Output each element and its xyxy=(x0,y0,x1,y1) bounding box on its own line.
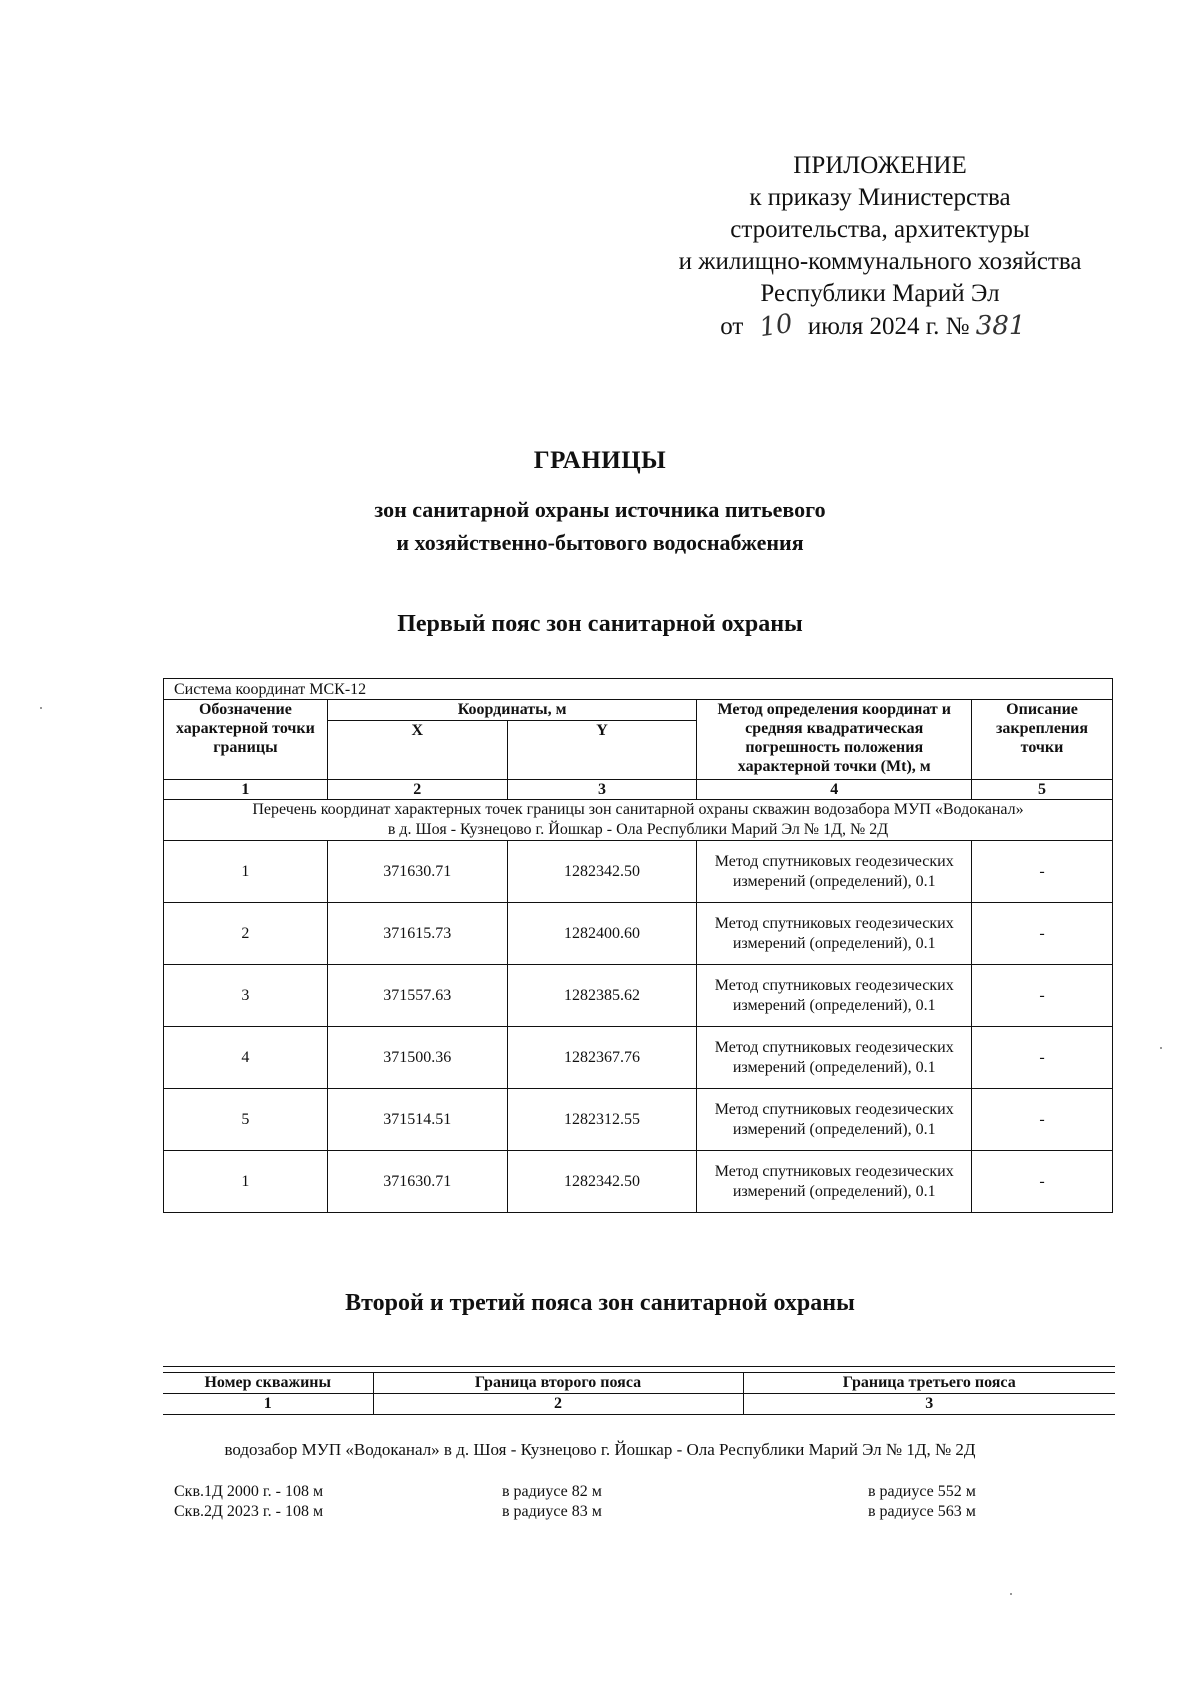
method: Метод спутниковых геодезических измерений (определений), 0.1 xyxy=(697,965,972,1027)
method: Метод спутниковых геодезических измерений (определений), 0.1 xyxy=(697,1089,972,1151)
coordinate-y: 1282367.76 xyxy=(507,1027,697,1089)
column-number: 2 xyxy=(373,1394,743,1415)
method: Метод спутниковых геодезических измерений (определений), 0.1 xyxy=(697,841,972,903)
column-number: 4 xyxy=(697,780,972,800)
column-number: 5 xyxy=(972,780,1113,800)
header-y: Y xyxy=(507,721,697,780)
points-list-title-line: Перечень координат характерных точек границы зон санитарной охраны скважин водозабора МУП «Водоканал» xyxy=(252,801,1024,818)
belts-table-header xyxy=(163,1372,1115,1415)
point-number: 1 xyxy=(164,1151,328,1213)
appendix-header xyxy=(600,150,1160,343)
scan-speck xyxy=(1010,1593,1012,1595)
table-row xyxy=(164,903,1113,965)
table-row xyxy=(164,841,1113,903)
header-designation: Обозначение характерной точки границы xyxy=(164,700,328,780)
well-list xyxy=(174,1482,323,1522)
point-number: 3 xyxy=(164,965,328,1027)
fixing-description: - xyxy=(972,903,1113,965)
fixing-description: - xyxy=(972,1027,1113,1089)
appendix-line: к приказу Министерства xyxy=(749,184,1011,211)
appendix-line: строительства, архитектуры xyxy=(730,216,1030,243)
coordinates-table xyxy=(163,678,1113,1213)
date-prefix: от xyxy=(720,313,744,340)
appendix-line: Республики Марий Эл xyxy=(760,280,1000,307)
column-number: 3 xyxy=(507,780,697,800)
method: Метод спутниковых геодезических измерений (определений), 0.1 xyxy=(697,1027,972,1089)
second-belt-entry: в радиусе 83 м xyxy=(502,1503,602,1520)
header-well-number: Номер скважины xyxy=(163,1373,373,1394)
points-list-title xyxy=(164,800,1113,841)
column-number: 2 xyxy=(327,780,507,800)
coordinate-x: 371557.63 xyxy=(327,965,507,1027)
third-belt-list xyxy=(868,1482,976,1522)
second-belt-entry: в радиусе 82 м xyxy=(502,1483,602,1500)
appendix-title: ПРИЛОЖЕНИЕ xyxy=(793,152,967,179)
coordinate-x: 371500.36 xyxy=(327,1027,507,1089)
order-date-line xyxy=(600,310,1160,343)
appendix-line: и жилищно-коммунального хозяйства xyxy=(678,248,1082,275)
subtitle-line: и хозяйственно-бытового водоснабжения xyxy=(396,530,804,555)
fixing-description: - xyxy=(972,841,1113,903)
third-belt-entry: в радиусе 552 м xyxy=(868,1483,976,1500)
method: Метод спутниковых геодезических измерений (определений), 0.1 xyxy=(697,1151,972,1213)
fixing-description: - xyxy=(972,1089,1113,1151)
method: Метод спутниковых геодезических измерений (определений), 0.1 xyxy=(697,903,972,965)
column-number: 1 xyxy=(163,1394,373,1415)
table-row xyxy=(164,1151,1113,1213)
document-title: ГРАНИЦЫ xyxy=(533,447,667,474)
third-belt-entry: в радиусе 563 м xyxy=(868,1503,976,1520)
water-intake-title: водозабор МУП «Водоканал» в д. Шоя - Кузнецово г. Йошкар - Ола Республики Марий Эл № 1Д, № 2Д xyxy=(224,1440,976,1459)
table-row xyxy=(164,1027,1113,1089)
point-number: 5 xyxy=(164,1089,328,1151)
header-method: Метод определения координат и средняя квадратическая погрешность положения характерной точки (Mt), м xyxy=(697,700,972,780)
coordinate-x: 371615.73 xyxy=(327,903,507,965)
coordinate-y: 1282400.60 xyxy=(507,903,697,965)
header-description: Описание закрепления точки xyxy=(972,700,1113,780)
header-coordinates: Координаты, м xyxy=(327,700,697,721)
table-divider xyxy=(163,1366,1115,1367)
table-row xyxy=(164,1089,1113,1151)
point-number: 1 xyxy=(164,841,328,903)
scan-speck xyxy=(40,707,42,709)
scan-speck xyxy=(1160,1047,1162,1049)
table-row xyxy=(164,965,1113,1027)
coordinate-x: 371630.71 xyxy=(327,841,507,903)
fixing-description: - xyxy=(972,1151,1113,1213)
second-belt-list xyxy=(502,1482,602,1522)
well-entry: Скв.2Д 2023 г. - 108 м xyxy=(174,1503,324,1520)
header-x: X xyxy=(327,721,507,780)
coordinate-y: 1282385.62 xyxy=(507,965,697,1027)
subtitle-line: зон санитарной охраны источника питьевого xyxy=(374,497,826,522)
coordinate-y: 1282342.50 xyxy=(507,1151,697,1213)
document-subtitle xyxy=(0,493,1200,559)
point-number: 4 xyxy=(164,1027,328,1089)
coordinate-y: 1282312.55 xyxy=(507,1089,697,1151)
section-heading-first-belt: Первый пояс зон санитарной охраны xyxy=(397,611,803,637)
coordinate-system: Система координат МСК-12 xyxy=(164,679,1113,700)
handwritten-order-number: 381 xyxy=(975,311,1026,341)
coordinate-x: 371630.71 xyxy=(327,1151,507,1213)
column-number: 1 xyxy=(164,780,328,800)
points-list-title-line: в д. Шоя - Кузнецово г. Йошкар - Ола Республики Марий Эл № 1Д, № 2Д xyxy=(387,821,889,838)
handwritten-day: 10 xyxy=(757,308,795,344)
column-number: 3 xyxy=(743,1394,1115,1415)
date-rest: июля 2024 г. № xyxy=(807,313,970,340)
well-entry: Скв.1Д 2000 г. - 108 м xyxy=(174,1483,324,1500)
coordinate-x: 371514.51 xyxy=(327,1089,507,1151)
header-third-belt: Граница третьего пояса xyxy=(743,1373,1115,1394)
coordinate-y: 1282342.50 xyxy=(507,841,697,903)
fixing-description: - xyxy=(972,965,1113,1027)
header-second-belt: Граница второго пояса xyxy=(373,1373,743,1394)
section-heading-second-third-belt: Второй и третий пояса зон санитарной охраны xyxy=(345,1290,855,1316)
point-number: 2 xyxy=(164,903,328,965)
